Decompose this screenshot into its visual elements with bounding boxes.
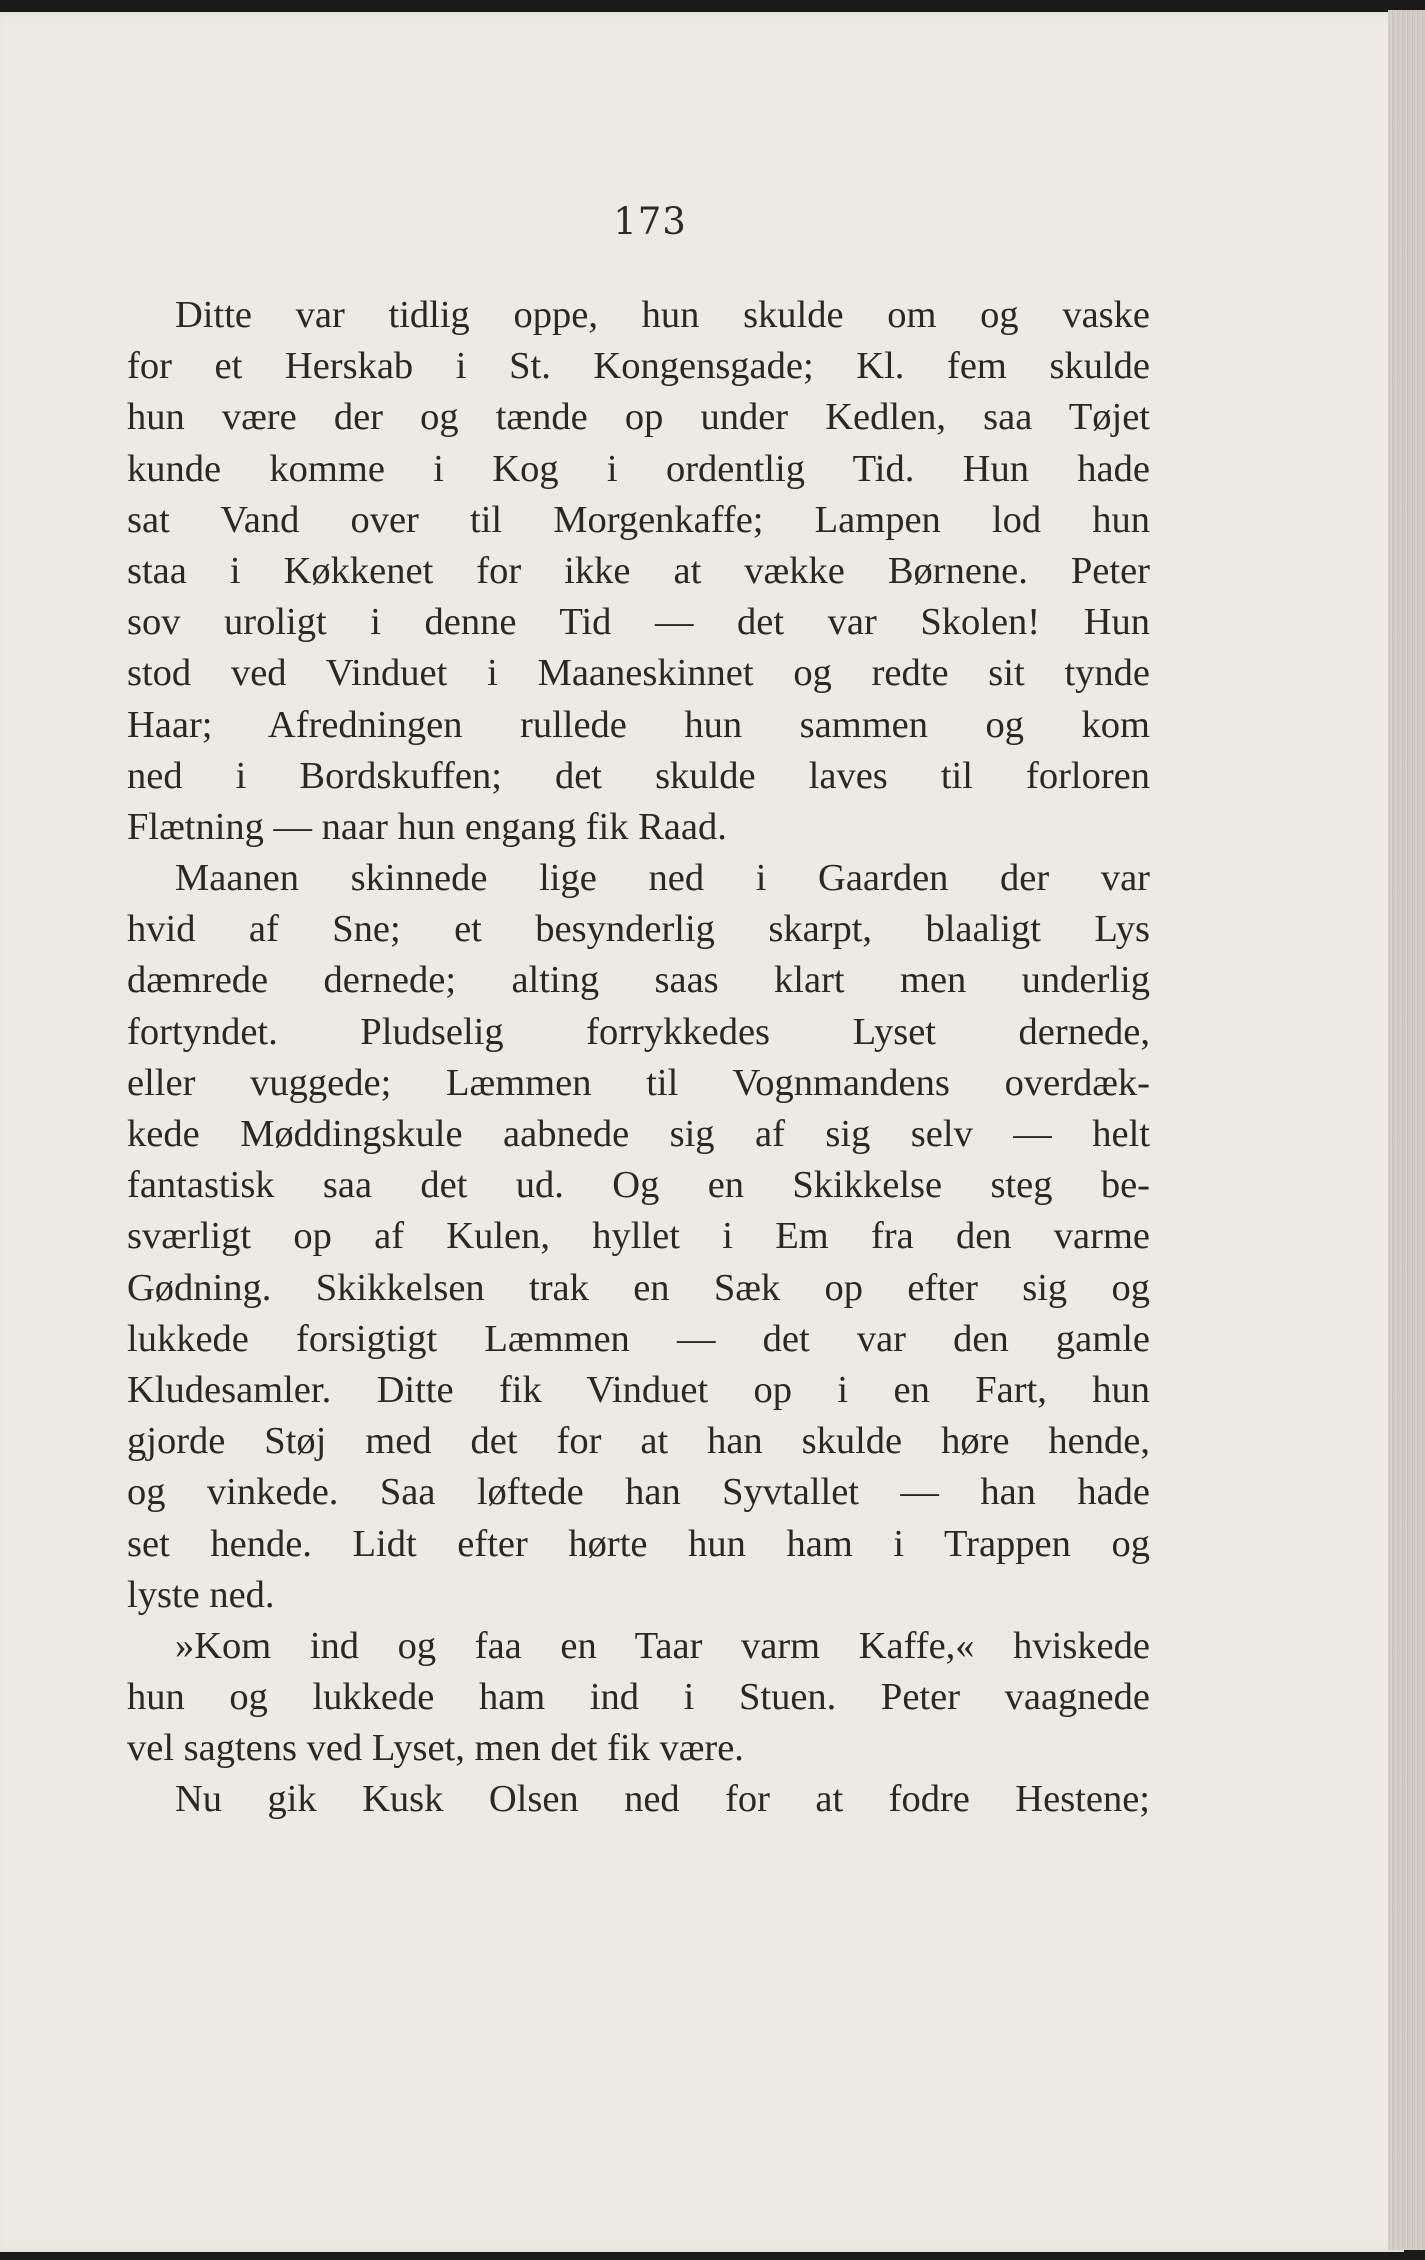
text-line: for et Herskab i St. Kongensgade; Kl. fem skulde [127, 345, 1150, 388]
text-line: og vinkede. Saa løftede han Syvtallet — han hade [127, 1471, 1150, 1514]
text-line: Ditte var tidlig oppe, hun skulde om og vaske [175, 294, 1150, 336]
text-line: lukkede forsigtigt Læmmen — det var den gamle [127, 1317, 1150, 1360]
text-line: vel sagtens ved Lyset, men det fik være. [127, 1727, 744, 1770]
text-line: Maanen skinnede lige ned i Gaarden der var [175, 857, 1150, 900]
page-number: 173 [613, 200, 687, 243]
text-line: gjorde Støj med det for at han skulde høre hende, [127, 1420, 1150, 1463]
book-page [0, 12, 1404, 2252]
text-line: Gødning. Skikkelsen trak en Sæk op efter sig og [127, 1266, 1150, 1309]
text-line: Nu gik Kusk Olsen ned for at fodre Hestene; [175, 1778, 1150, 1821]
text-line: »Kom ind og faa en Taar varm Kaffe,« hviskede [175, 1624, 1150, 1667]
text-line: hvid af Sne; et besynderlig skarpt, blaaligt Lys [127, 908, 1150, 951]
page-edges [1388, 10, 1425, 2250]
body-text [127, 290, 1150, 1826]
text-line: kunde komme i Kog i ordentlig Tid. Hun hade [127, 447, 1150, 490]
text-line: dæmrede dernede; alting saas klart men underlig [127, 959, 1150, 1002]
text-line: sov uroligt i denne Tid — det var Skolen! Hun [127, 601, 1150, 644]
text-line: fortyndet. Pludselig forrykkedes Lyset dernede, [127, 1010, 1150, 1053]
text-line: Kludesamler. Ditte fik Vinduet op i en Fart, hun [127, 1368, 1150, 1411]
text-line: eller vuggede; Læmmen til Vognmandens overdæk- [127, 1061, 1150, 1104]
text-line: fantastisk saa det ud. Og en Skikkelse steg be- [127, 1164, 1150, 1207]
text-line: ned i Bordskuffen; det skulde laves til forloren [127, 754, 1150, 797]
text-line: lyste ned. [127, 1573, 275, 1616]
text-line: hun være der og tænde op under Kedlen, saa Tøjet [127, 396, 1150, 439]
text-line: Haar; Afredningen rullede hun sammen og kom [127, 703, 1150, 746]
text-line: stod ved Vinduet i Maaneskinnet og redte sit tynde [127, 652, 1150, 695]
text-line: set hende. Lidt efter hørte hun ham i Trappen og [127, 1522, 1150, 1565]
text-line: staa i Køkkenet for ikke at vække Børnene. Peter [127, 549, 1150, 592]
text-line: kede Møddingskule aabnede sig af sig selv — helt [127, 1113, 1150, 1155]
text-line: hun og lukkede ham ind i Stuen. Peter vaagnede [127, 1676, 1150, 1719]
text-line: Flætning — naar hun engang fik Raad. [127, 805, 727, 848]
text-line: sværligt op af Kulen, hyllet i Em fra den varme [127, 1215, 1150, 1258]
text-line: sat Vand over til Morgenkaffe; Lampen lod hun [127, 498, 1150, 541]
